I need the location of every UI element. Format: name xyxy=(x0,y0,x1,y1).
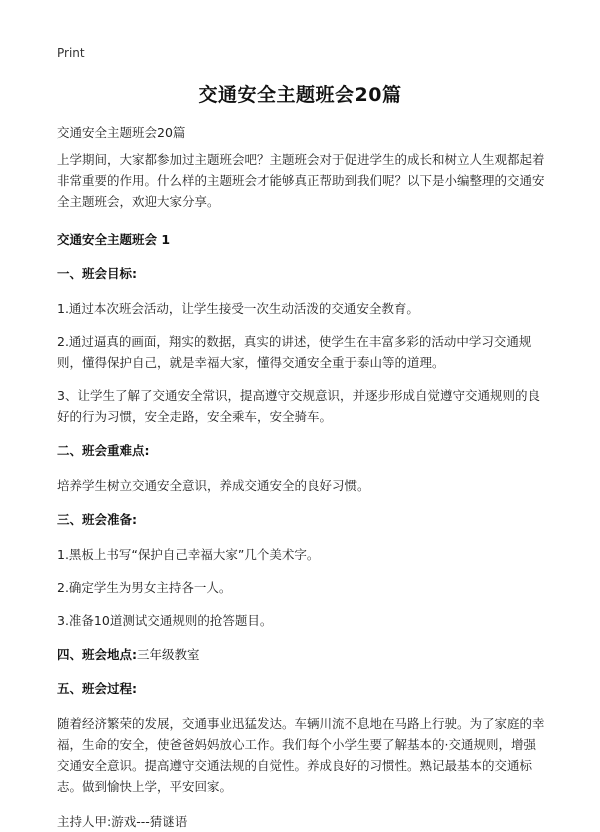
preparation-item: 2.确定学生为男女主持各一人。 xyxy=(57,580,232,595)
location-line xyxy=(57,645,547,665)
preparation-heading: 三、班会准备: xyxy=(57,512,137,527)
preparation-item: 3.准备10道测试交通规则的抢答题目。 xyxy=(57,613,273,628)
print-label[interactable]: Print xyxy=(57,46,85,60)
document-body xyxy=(57,122,547,832)
location-label: 四、班会地点: xyxy=(57,647,137,662)
page-title: 交通安全主题班会20篇 xyxy=(198,84,402,106)
goals-heading: 一、班会目标: xyxy=(57,266,137,281)
document-subtitle: 交通安全主题班会20篇 xyxy=(57,125,186,140)
goal-item: 1.通过本次班会活动，让学生接受一次生动活泼的交通安全教育。 xyxy=(57,301,419,316)
process-text: 随着经济繁荣的发展，交通事业迅猛发达。车辆川流不息地在马路上行驶。为了家庭的幸福，生命的安全，使爸爸妈妈放心工作。我们每个小学生要了解基本的·交通规则，增强交通安全意识。提高遵守交通法规的自觉性。养成良好的习惯性。熟记最基本的交通标志。做到愉快上学，平安回家。 xyxy=(57,716,545,794)
host-line: 主持人甲:游戏---猜谜语 xyxy=(57,814,188,829)
intro-paragraph: 上学期间，大家都参加过主题班会吧？主题班会对于促进学生的成长和树立人生观都起着非常重要的作用。什么样的主题班会才能够真正帮助到我们呢？以下是小编整理的交通安全主题班会，欢迎大家分享。 xyxy=(57,152,545,209)
preparation-item: 1.黑板上书写“保护自己幸福大家”几个美术字。 xyxy=(57,547,320,562)
key-points-heading: 二、班会重难点: xyxy=(57,443,150,458)
goal-item: 2.通过逼真的画面，翔实的数据，真实的讲述，使学生在丰富多彩的活动中学习交通规则，懂得保护自己，就是幸福大家，懂得交通安全重于泰山等的道理。 xyxy=(57,334,532,370)
section-title: 交通安全主题班会 1 xyxy=(57,232,171,247)
location-value: 三年级教室 xyxy=(137,647,200,662)
key-points-text: 培养学生树立交通安全意识，养成交通安全的良好习惯。 xyxy=(57,478,370,493)
process-heading: 五、班会过程: xyxy=(57,681,137,696)
goal-item: 3、让学生了解了交通安全常识，提高遵守交规意识，并逐步形成自觉遵守交通规则的良好的行为习惯，安全走路，安全乘车，安全骑车。 xyxy=(57,388,540,424)
